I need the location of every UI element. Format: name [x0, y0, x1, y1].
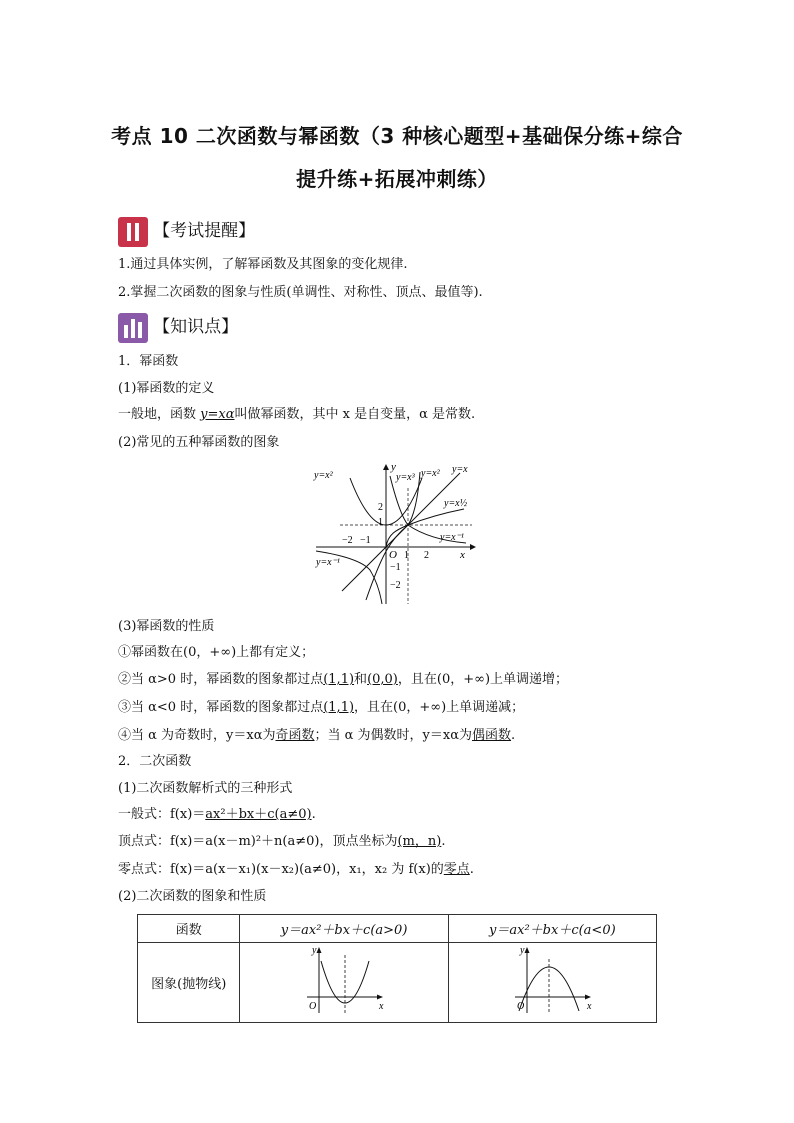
label-x: y=x	[452, 464, 468, 475]
tick-x-2: 2	[424, 550, 429, 561]
table-header-negative: y＝ax²＋bx＋c(a<0)	[448, 915, 656, 943]
origin-label: O	[389, 549, 397, 561]
quadratic-zero-form: 零点式：f(x)＝a(x－x₁)(x－x₂)(a≠0)，x₁，x₂ 为 f(x)的零点.	[118, 862, 474, 877]
knowledge-section-header	[118, 312, 238, 343]
power-prop-2: ②当 α>0 时，幂函数的图象都过点(1,1)和(0,0)，且在(0，+∞)上单调递增；	[118, 672, 569, 687]
exam-item-2: 2.掌握二次函数的图象与性质(单调性、对称性、顶点、最值等).	[118, 285, 483, 300]
quadratic-vertex-form: 顶点式：f(x)＝a(x－m)²＋n(a≠0)，顶点坐标为(m，n).	[118, 834, 446, 849]
exam-section-heading: 【考试提醒】	[153, 221, 256, 241]
power-graph-title: (2)常见的五种幂函数的图象	[118, 435, 280, 450]
downward-parabola-graph	[507, 945, 597, 1017]
power-prop-1: ①幂函数在(0，+∞)上都有定义；	[118, 645, 315, 660]
tick-x-neg2: −2	[342, 535, 353, 546]
upward-parabola-graph	[299, 945, 389, 1017]
tick-y-2: 2	[378, 502, 383, 513]
svg-text:y: y	[520, 944, 525, 956]
page-title: 考点 10 二次函数与幂函数（3 种核心题型+基础保分练+综合	[111, 124, 683, 148]
page-title-line2: 提升练+拓展冲刺练）	[296, 167, 498, 191]
table-header-positive: y＝ax²＋bx＋c(a>0)	[240, 915, 448, 943]
power-definition: 一般地，函数 y=xα叫做幂函数，其中 x 是自变量，α 是常数.	[118, 407, 476, 422]
table-header-function: 函数	[138, 915, 240, 943]
quadratic-general-form: 一般式：f(x)＝ax²＋bx＋c(a≠0).	[118, 807, 316, 822]
graph-cell-downward	[448, 943, 656, 1023]
quadratic-properties-table	[137, 914, 657, 1023]
label-xinv-right: y=x⁻¹	[440, 532, 464, 543]
power-prop-4: ④当 α 为奇数时，y＝xα为奇函数；当 α 为偶数时，y＝xα为偶函数.	[118, 728, 516, 743]
label-x2-left: y=x²	[314, 470, 333, 481]
exam-item-1: 1.通过具体实例，了解幂函数及其图象的变化规律.	[118, 257, 408, 272]
knowledge-section-heading: 【知识点】	[153, 317, 239, 337]
svg-text:O: O	[517, 1000, 525, 1012]
label-xhalf: y=x½	[444, 498, 468, 509]
power-prop-title: (3)幂函数的性质	[118, 619, 215, 634]
tick-y-neg1: −1	[390, 562, 401, 573]
axis-x-label: x	[460, 549, 465, 561]
quadratic-title: 2．二次函数	[118, 754, 192, 769]
svg-text:x: x	[379, 1000, 384, 1012]
svg-text:O: O	[309, 1000, 317, 1012]
tick-y-1: 1	[378, 517, 383, 528]
quadratic-forms-title: (1)二次函数解析式的三种形式	[118, 781, 293, 796]
power-formula: y=xα	[200, 407, 235, 422]
label-x3: y=x³	[396, 472, 415, 483]
tick-x-neg1: −1	[360, 535, 371, 546]
power-title: 1．幂函数	[118, 354, 179, 369]
power-prop-3: ③当 α<0 时，幂函数的图象都过点(1,1)，且在(0，+∞)上单调递减；	[118, 700, 525, 715]
pause-bars-icon	[118, 217, 148, 247]
bar-chart-icon	[118, 313, 148, 343]
power-function-graph	[312, 458, 482, 606]
svg-text:x: x	[587, 1000, 592, 1012]
tick-x-1: 1	[404, 550, 409, 561]
tick-y-neg2: −2	[390, 580, 401, 591]
label-x2-right: y=x²	[421, 468, 440, 479]
svg-text:y: y	[312, 944, 317, 956]
graph-cell-upward	[240, 943, 448, 1023]
quadratic-table-title: (2)二次函数的图象和性质	[118, 889, 267, 904]
power-def-title: (1)幂函数的定义	[118, 381, 215, 396]
label-xinv-left: y=x⁻¹	[316, 557, 340, 568]
axis-y-label: y	[391, 461, 396, 473]
exam-section-header	[118, 216, 255, 247]
table-row-graph-label: 图象(抛物线)	[138, 943, 240, 1023]
